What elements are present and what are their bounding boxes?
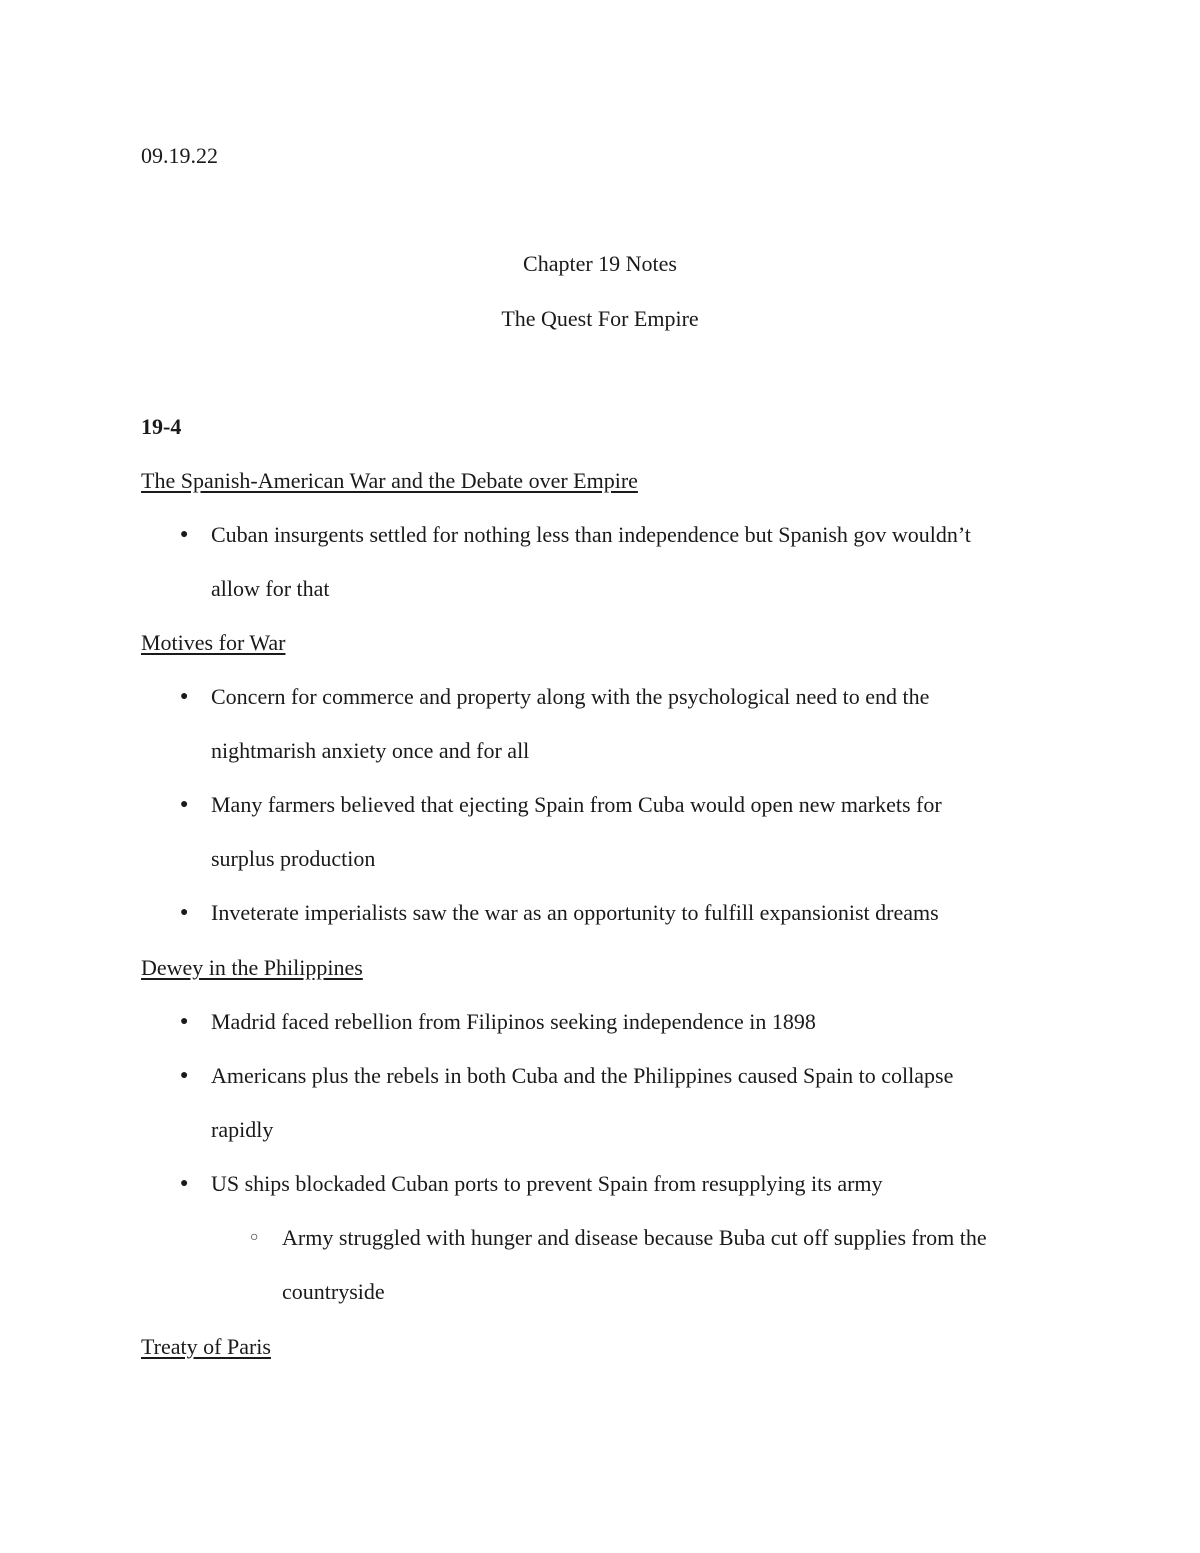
bullet-icon: ● xyxy=(180,905,189,920)
bullet-text: Cuban insurgents settled for nothing less than independence but Spanish gov wouldn’t xyxy=(211,522,971,547)
section-heading-spanish-american-war: The Spanish-American War and the Debate over Empire xyxy=(141,468,638,493)
sub-bullet-text-continued: countryside xyxy=(282,1279,385,1304)
section-heading-motives-for-war: Motives for War xyxy=(141,630,286,655)
bullet-text-continued: surplus production xyxy=(211,846,376,871)
bullet-icon: ● xyxy=(180,527,189,542)
bullet-text: Americans plus the rebels in both Cuba and the Philippines caused Spain to collapse xyxy=(211,1063,954,1088)
bullet-icon: ● xyxy=(180,797,189,812)
bullet-icon: ● xyxy=(180,1014,189,1029)
bullet-icon: ● xyxy=(180,1176,189,1191)
section-heading-dewey-in-the-philippines: Dewey in the Philippines xyxy=(141,955,363,980)
bullet-text: US ships blockaded Cuban ports to prevent Spain from resupplying its army xyxy=(211,1171,883,1196)
sub-bullet-icon: ○ xyxy=(250,1230,259,1245)
page-title: Chapter 19 Notes xyxy=(523,251,677,276)
sub-bullet-text: Army struggled with hunger and disease because Buba cut off supplies from the xyxy=(282,1225,987,1250)
page-subtitle: The Quest For Empire xyxy=(501,306,699,331)
section-number: 19-4 xyxy=(141,414,182,439)
bullet-icon: ● xyxy=(180,1068,189,1083)
bullet-text-continued: rapidly xyxy=(211,1117,274,1142)
bullet-text: Inveterate imperialists saw the war as an opportunity to fulfill expansionist dreams xyxy=(211,900,939,925)
bullet-text: Madrid faced rebellion from Filipinos seeking independence in 1898 xyxy=(211,1009,816,1034)
bullet-text: Many farmers believed that ejecting Spain from Cuba would open new markets for xyxy=(211,792,942,817)
note-date: 09.19.22 xyxy=(141,143,218,168)
bullet-icon: ● xyxy=(180,689,189,704)
bullet-text-continued: nightmarish anxiety once and for all xyxy=(211,738,530,763)
bullet-text: Concern for commerce and property along with the psychological need to end the xyxy=(211,684,930,709)
section-heading-treaty-of-paris: Treaty of Paris xyxy=(141,1334,271,1359)
bullet-text-continued: allow for that xyxy=(211,576,330,601)
